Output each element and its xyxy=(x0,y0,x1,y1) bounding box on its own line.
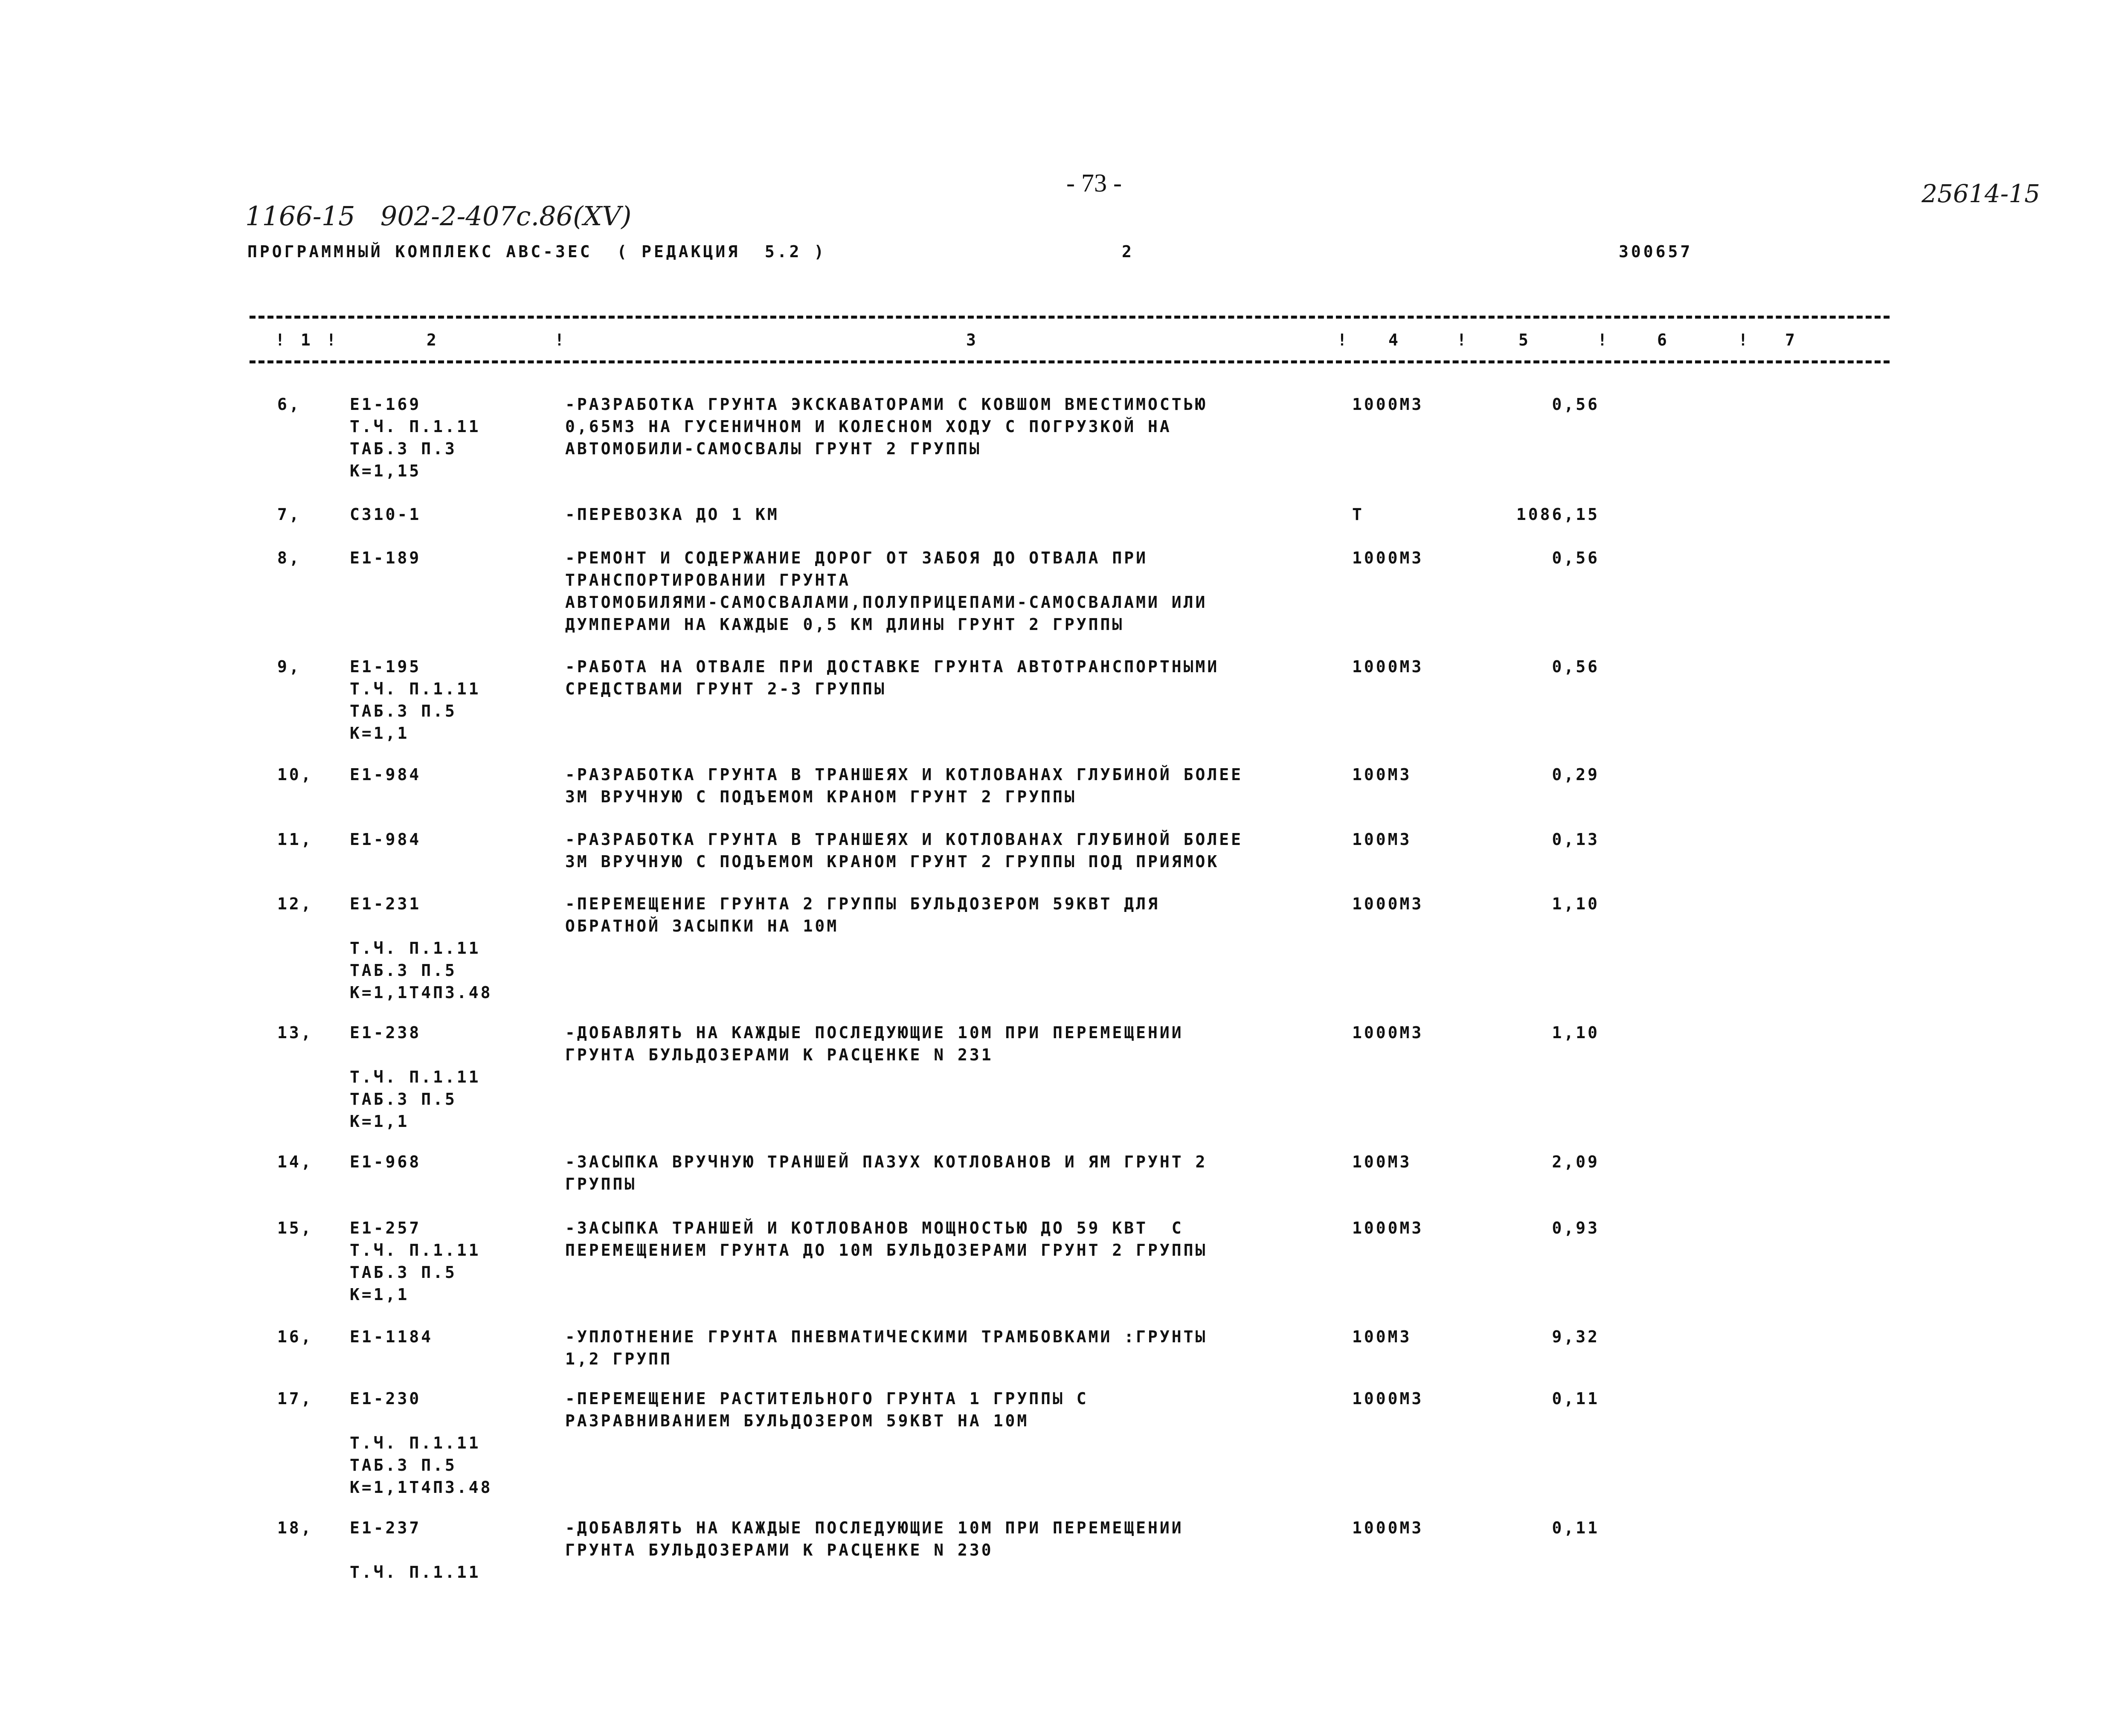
quantity: 0,56 xyxy=(1552,657,1600,676)
quantity: 0,11 xyxy=(1552,1518,1600,1537)
unit: 1000М3 xyxy=(1352,1389,1424,1408)
column-separator: ! xyxy=(326,331,339,349)
unit: 100М3 xyxy=(1352,830,1412,849)
quantity: 0,29 xyxy=(1552,765,1600,784)
column-header-4: 4 xyxy=(1388,331,1401,349)
row-number: 13, xyxy=(277,1023,313,1042)
rate-code: Е1-169 Т.Ч. П.1.11 ТАБ.3 П.3 К=1,15 xyxy=(350,395,481,480)
rate-code: Е1-237 Т.Ч. П.1.11 xyxy=(350,1518,481,1582)
quantity: 0,56 xyxy=(1552,549,1600,567)
column-separator: ! xyxy=(1597,331,1610,349)
row-number: 16, xyxy=(277,1327,313,1346)
handwritten-reference-left: 1166-15 902-2-407с.86(XV) xyxy=(245,200,632,232)
unit: 1000М3 xyxy=(1352,1518,1424,1537)
unit: 1000М3 xyxy=(1352,894,1424,913)
doc-code: 300657 xyxy=(1619,242,1693,261)
quantity: 0,93 xyxy=(1552,1219,1600,1237)
work-description: -РАБОТА НА ОТВАЛЕ ПРИ ДОСТАВКЕ ГРУНТА АВТОТРАНСПОРТНЫМИ СРЕДСТВАМИ ГРУНТ 2-3 ГРУППЫ xyxy=(565,657,1219,698)
unit: 1000М3 xyxy=(1352,1219,1424,1237)
column-header-7: 7 xyxy=(1785,331,1797,349)
quantity: 9,32 xyxy=(1552,1327,1600,1346)
row-number: 12, xyxy=(277,894,313,913)
quantity: 0,13 xyxy=(1552,830,1600,849)
rate-code: Е1-189 xyxy=(350,549,421,567)
unit: Т xyxy=(1352,505,1364,524)
rate-code: Е1-257 Т.Ч. П.1.11 ТАБ.3 П.5 К=1,1 xyxy=(350,1219,481,1304)
column-header-5: 5 xyxy=(1518,331,1531,349)
row-number: 7, xyxy=(277,505,301,524)
column-header-3: 3 xyxy=(966,331,978,349)
row-number: 15, xyxy=(277,1219,313,1237)
row-number: 8, xyxy=(277,549,301,567)
column-header-1: 1 xyxy=(301,331,313,349)
quantity: 1086,15 xyxy=(1516,505,1600,524)
work-description: -РАЗРАБОТКА ГРУНТА В ТРАНШЕЯХ И КОТЛОВАНАХ ГЛУБИНОЙ БОЛЕЕ 3М ВРУЧНУЮ С ПОДЪЕМОМ КРАНОМ ГРУНТ 2 ГРУППЫ ПОД ПРИЯМОК xyxy=(565,830,1243,871)
column-separator: ! xyxy=(1337,331,1350,349)
work-description: -ЗАСЫПКА ТРАНШЕЙ И КОТЛОВАНОВ МОЩНОСТЬЮ ДО 59 КВТ С ПЕРЕМЕЩЕНИЕМ ГРУНТА ДО 10М БУЛЬДОЗЕРАМИ ГРУНТ 2 ГРУППЫ xyxy=(565,1219,1208,1260)
quantity: 1,10 xyxy=(1552,894,1600,913)
column-separator: ! xyxy=(554,331,567,349)
work-description: -ПЕРЕВОЗКА ДО 1 КМ xyxy=(565,505,779,524)
unit: 1000М3 xyxy=(1352,395,1424,414)
quantity: 0,56 xyxy=(1552,395,1600,414)
work-description: -ДОБАВЛЯТЬ НА КАЖДЫЕ ПОСЛЕДУЮЩИЕ 10М ПРИ ПЕРЕМЕЩЕНИИ ГРУНТА БУЛЬДОЗЕРАМИ К РАСЦЕНКЕ N 230 xyxy=(565,1518,1184,1559)
unit: 100М3 xyxy=(1352,1327,1412,1346)
row-number: 17, xyxy=(277,1389,313,1408)
work-description: -РАЗРАБОТКА ГРУНТА В ТРАНШЕЯХ И КОТЛОВАНАХ ГЛУБИНОЙ БОЛЕЕ 3М ВРУЧНУЮ С ПОДЪЕМОМ КРАНОМ ГРУНТ 2 ГРУППЫ xyxy=(565,765,1243,806)
unit: 1000М3 xyxy=(1352,657,1424,676)
header-rule-bottom xyxy=(250,360,1890,363)
work-description: -ПЕРЕМЕЩЕНИЕ ГРУНТА 2 ГРУППЫ БУЛЬДОЗЕРОМ 59КВТ ДЛЯ ОБРАТНОЙ ЗАСЫПКИ НА 10М xyxy=(565,894,1160,935)
page-number: - 73 - xyxy=(1066,169,1122,197)
work-description: -ПЕРЕМЕЩЕНИЕ РАСТИТЕЛЬНОГО ГРУНТА 1 ГРУППЫ С РАЗРАВНИВАНИЕМ БУЛЬДОЗЕРОМ 59КВТ НА 10М xyxy=(565,1389,1089,1430)
quantity: 0,11 xyxy=(1552,1389,1600,1408)
rate-code: Е1-230 Т.Ч. П.1.11 ТАБ.3 П.5 К=1,1Т4П3.48 xyxy=(350,1389,493,1497)
rate-code: Е1-195 Т.Ч. П.1.11 ТАБ.3 П.5 К=1,1 xyxy=(350,657,481,743)
rate-code: Е1-1184 xyxy=(350,1327,433,1346)
quantity: 1,10 xyxy=(1552,1023,1600,1042)
header-rule-top xyxy=(250,316,1890,319)
quantity: 2,09 xyxy=(1552,1152,1600,1171)
work-description: -РАЗРАБОТКА ГРУНТА ЭКСКАВАТОРАМИ С КОВШОМ ВМЕСТИМОСТЬЮ 0,65М3 НА ГУСЕНИЧНОМ И КОЛЕСНОМ ХОДУ С ПОГРУЗКОЙ НА АВТОМОБИЛИ-САМОСВАЛЫ ГРУНТ 2 ГРУППЫ xyxy=(565,395,1208,458)
handwritten-reference-right: 25614-15 xyxy=(1922,179,2040,208)
row-number: 14, xyxy=(277,1152,313,1171)
work-description: -ЗАСЫПКА ВРУЧНУЮ ТРАНШЕЙ ПАЗУХ КОТЛОВАНОВ И ЯМ ГРУНТ 2 ГРУППЫ xyxy=(565,1152,1208,1193)
work-description: -УПЛОТНЕНИЕ ГРУНТА ПНЕВМАТИЧЕСКИМИ ТРАМБОВКАМИ :ГРУНТЫ 1,2 ГРУПП xyxy=(565,1327,1208,1368)
row-number: 18, xyxy=(277,1518,313,1537)
column-header-2: 2 xyxy=(427,331,439,349)
rate-code: Е1-231 Т.Ч. П.1.11 ТАБ.3 П.5 К=1,1Т4П3.48 xyxy=(350,894,493,1002)
unit: 100М3 xyxy=(1352,1152,1412,1171)
column-separator: ! xyxy=(1457,331,1469,349)
unit: 100М3 xyxy=(1352,765,1412,784)
rate-code: Е1-984 xyxy=(350,830,421,849)
rate-code: С310-1 xyxy=(350,505,421,524)
row-number: 6, xyxy=(277,395,301,414)
unit: 1000М3 xyxy=(1352,1023,1424,1042)
work-description: -РЕМОНТ И СОДЕРЖАНИЕ ДОРОГ ОТ ЗАБОЯ ДО ОТВАЛА ПРИ ТРАНСПОРТИРОВАНИИ ГРУНТА АВТОМОБИЛЯМИ-САМОСВАЛАМИ,ПОЛУПРИЦЕПАМИ-САМОСВАЛАМИ ИЛИ ДУМПЕРАМИ НА КАЖДЫЕ 0,5 КМ ДЛИНЫ ГРУНТ 2 ГРУППЫ xyxy=(565,549,1208,634)
program-title: ПРОГРАММНЫЙ КОМПЛЕКС АВС-ЗЕС ( РЕДАКЦИЯ 5.2 ) xyxy=(247,242,827,261)
row-number: 10, xyxy=(277,765,313,784)
work-description: -ДОБАВЛЯТЬ НА КАЖДЫЕ ПОСЛЕДУЮЩИЕ 10М ПРИ ПЕРЕМЕЩЕНИИ ГРУНТА БУЛЬДОЗЕРАМИ К РАСЦЕНКЕ N 231 xyxy=(565,1023,1184,1064)
rate-code: Е1-984 xyxy=(350,765,421,784)
row-number: 9, xyxy=(277,657,301,676)
rate-code: Е1-238 Т.Ч. П.1.11 ТАБ.3 П.5 К=1,1 xyxy=(350,1023,481,1131)
unit: 1000М3 xyxy=(1352,549,1424,567)
sheet-number: 2 xyxy=(1122,242,1134,261)
row-number: 11, xyxy=(277,830,313,849)
rate-code: Е1-968 xyxy=(350,1152,421,1171)
column-separator: ! xyxy=(1738,331,1751,349)
column-header-6: 6 xyxy=(1657,331,1669,349)
column-separator: ! xyxy=(275,331,287,349)
